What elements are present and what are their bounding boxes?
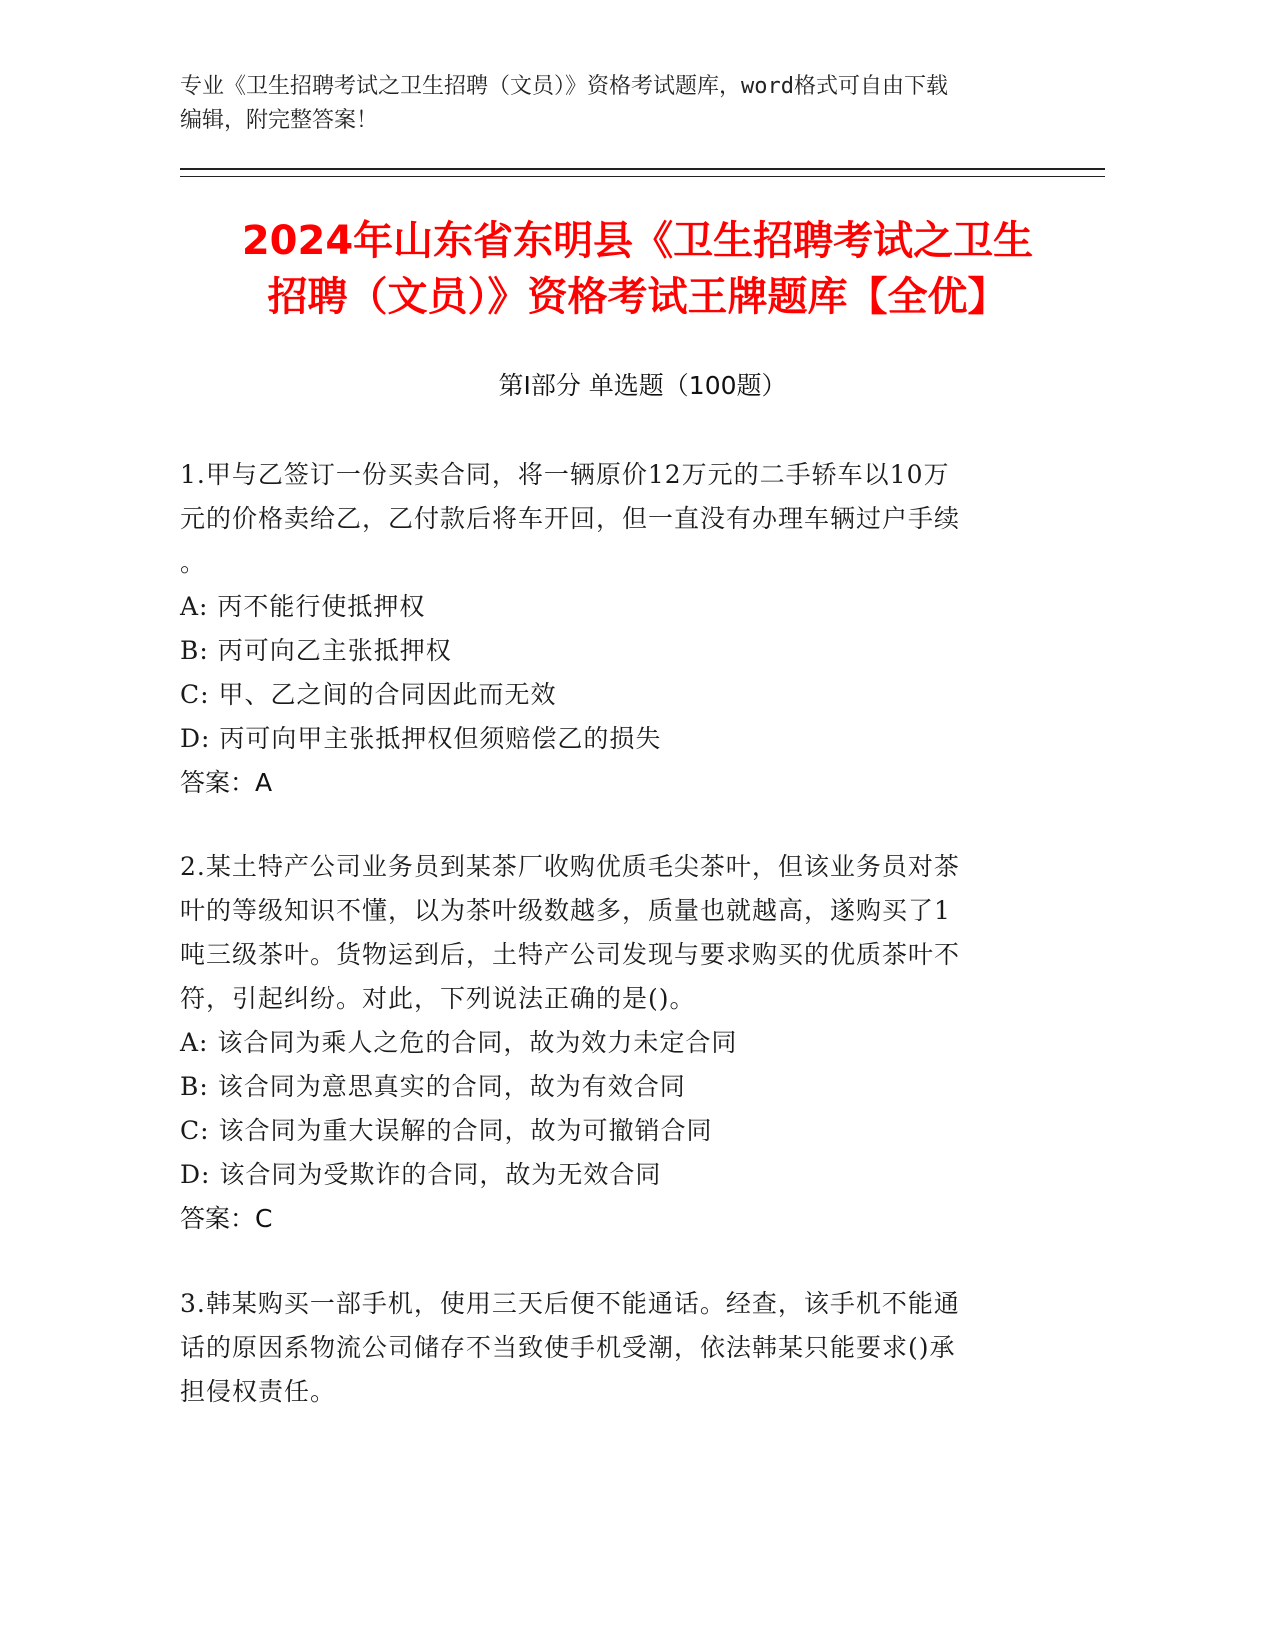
question-stem-line: 3.韩某购买一部手机，使用三天后便不能通话。经查，该手机不能通 xyxy=(180,1289,960,1318)
option-d: D: 丙可向甲主张抵押权但须赔偿乙的损失 xyxy=(180,724,662,753)
document-title-line-2: 招聘（文员）》资格考试王牌题库【全优】 xyxy=(267,274,1008,320)
question-stem-line: 。 xyxy=(180,548,207,577)
question-stem xyxy=(180,1282,1060,1414)
header-divider-thick xyxy=(180,168,1105,170)
option-b: B: 丙可向乙主张抵押权 xyxy=(180,636,452,665)
question-stem-line: 话的原因系物流公司储存不当致使手机受潮，依法韩某只能要求()承 xyxy=(180,1333,956,1362)
question-3 xyxy=(180,1282,1060,1414)
option-c: C: 该合同为重大误解的合同，故为可撤销合同 xyxy=(180,1116,713,1145)
question-stem-line: 元的价格卖给乙，乙付款后将车开回，但一直没有办理车辆过户手续 xyxy=(180,504,961,533)
option-a: A: 该合同为乘人之危的合同，故为效力未定合同 xyxy=(180,1028,738,1057)
question-stem-line: 叶的等级知识不懂，以为茶叶级数越多，质量也就越高，遂购买了1 xyxy=(180,896,951,925)
header-note-line-2: 编辑，附完整答案！ xyxy=(180,108,379,133)
question-2 xyxy=(180,845,1060,1241)
question-stem-line: 符，引起纠纷。对此，下列说法正确的是()。 xyxy=(180,984,696,1013)
document-title xyxy=(150,213,1125,325)
header-divider-thin xyxy=(180,176,1105,177)
section-title: 第Ⅰ部分 单选题（100题） xyxy=(498,371,787,400)
question-stem xyxy=(180,453,1060,585)
question-1 xyxy=(180,453,1060,805)
option-d: D: 该合同为受欺诈的合同，故为无效合同 xyxy=(180,1160,662,1189)
question-stem-line: 担侵权责任。 xyxy=(180,1377,337,1406)
header-note xyxy=(180,70,1060,138)
option-c: C: 甲、乙之间的合同因此而无效 xyxy=(180,680,557,709)
document-title-line-1: 2024年山东省东明县《卫生招聘考试之卫生 xyxy=(241,218,1034,264)
question-stem xyxy=(180,845,1060,1021)
question-stem-line: 2.某土特产公司业务员到某茶厂收购优质毛尖茶叶，但该业务员对茶 xyxy=(180,852,960,881)
answer: 答案：C xyxy=(180,1204,273,1233)
question-stem-line: 吨三级茶叶。货物运到后，土特产公司发现与要求购买的优质茶叶不 xyxy=(180,940,961,969)
question-stem-line: 1.甲与乙签订一份买卖合同，将一辆原价12万元的二手轿车以10万 xyxy=(180,460,950,489)
answer: 答案：A xyxy=(180,768,273,797)
option-b: B: 该合同为意思真实的合同，故为有效合同 xyxy=(180,1072,686,1101)
option-a: A: 丙不能行使抵押权 xyxy=(180,592,426,621)
header-note-line-1: 专业《卫生招聘考试之卫生招聘（文员）》资格考试题库，word格式可自由下载 xyxy=(180,74,948,99)
